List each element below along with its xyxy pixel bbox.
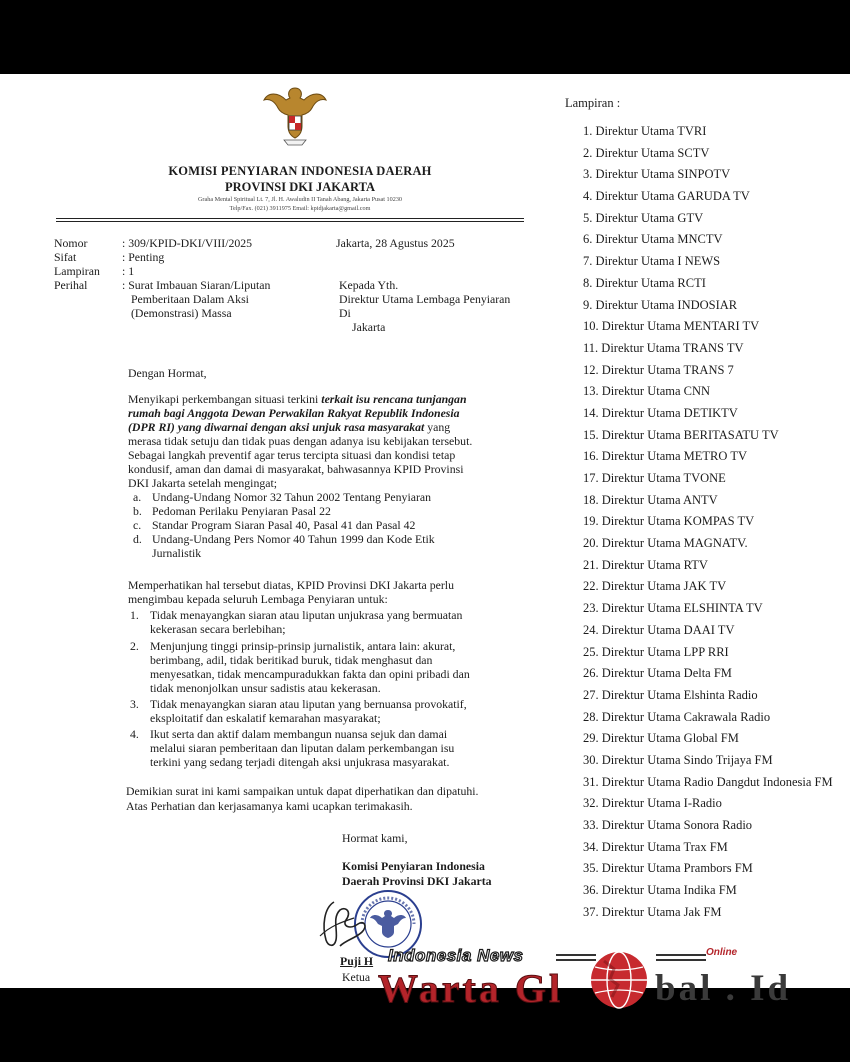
- attachment-item: 16. Direktur Utama METRO TV: [583, 449, 747, 464]
- appeal-2-line3: menyesatkan, tidak mencampuradukkan fakta dan opini pribadi dan: [150, 667, 470, 681]
- watermark-brand: Warta Gl: [378, 966, 564, 1011]
- attachment-item: 21. Direktur Utama RTV: [583, 557, 708, 572]
- attachment-item: 14. Direktur Utama DETIKTV: [583, 405, 738, 420]
- paragraph2-line2: mengimbau kepada seluruh Lembaga Penyiaran untuk:: [128, 592, 388, 606]
- lampiran-value: : 1: [122, 264, 135, 278]
- attachment-item: 36. Direktur Utama Indika FM: [583, 883, 737, 898]
- p1-plain: yang: [424, 420, 451, 434]
- recipient-line2: Direktur Utama Lembaga Penyiaran: [339, 292, 511, 306]
- p1-emphasis: terkait isu rencana tunjangan: [321, 392, 467, 406]
- org-name-line2: PROVINSI DKI JAKARTA: [224, 180, 376, 194]
- org-address: Graha Mental Spiritual Lt. 7, Jl. H. Awaludin II Tanah Abang, Jakarta Pusat 10230: [197, 196, 403, 203]
- attachment-item: 13. Direktur Utama CNN: [583, 384, 711, 399]
- letterhead-rule-thin: [56, 221, 524, 222]
- recipient-line4: Jakarta: [352, 320, 386, 334]
- attachment-item: 8. Direktur Utama RCTI: [583, 275, 706, 290]
- attachment-item: 29. Direktur Utama Global FM: [583, 731, 739, 746]
- org-contact: Telp/Fax. (021) 3911975 Email: kpidjakarta@gmail.com: [229, 205, 371, 212]
- attachment-item: 23. Direktur Utama ELSHINTA TV: [583, 601, 763, 616]
- attachment-item: 10. Direktur Utama MENTARI TV: [583, 319, 760, 334]
- legal-basis-d-cont: Jurnalistik: [152, 546, 202, 560]
- list-marker: 4.: [130, 727, 139, 741]
- attachment-item: 20. Direktur Utama MAGNATV.: [583, 536, 748, 551]
- closing-line2: Atas Perhatian dan kerjasamanya kami ucapkan terimakasih.: [126, 799, 413, 813]
- salutation: Dengan Hormat,: [128, 366, 207, 380]
- appeal-4-line1: Ikut serta dan aktif dalam membangun nuansa sejuk dan damai: [150, 727, 448, 741]
- appeal-2-line4: tidak menonjolkan unsur sadistis atau kekerasan.: [150, 681, 381, 695]
- nomor-label: Nomor: [54, 236, 88, 250]
- org-name-line1: KOMISI PENYIARAN INDONESIA DAERAH: [168, 164, 432, 178]
- appeal-2-line1: Menjunjung tinggi prinsip-prinsip jurnalistik, antara lain: akurat,: [150, 639, 456, 653]
- attachment-item: 18. Direktur Utama ANTV: [583, 492, 718, 507]
- place-date: Jakarta, 28 Agustus 2025: [336, 236, 455, 250]
- list-marker: 1.: [130, 608, 139, 622]
- list-marker: d.: [133, 532, 142, 546]
- paragraph1-line4: merasa tidak setuju dan tidak puas dengan adanya isu kebijakan tersebut.: [128, 434, 473, 448]
- paragraph1-line5: Sebagai langkah preventif agar terus tercipta situasi dan kondisi tetap: [128, 448, 456, 462]
- list-marker: a.: [133, 490, 142, 504]
- appeal-3-line2: eksploitatif dan eskalatif kemarahan masyarakat;: [150, 711, 381, 725]
- paragraph1-line2: [128, 406, 460, 420]
- watermark-online-label: Online: [706, 947, 738, 958]
- attachment-item: 12. Direktur Utama TRANS 7: [583, 362, 734, 377]
- letter-page: [0, 74, 850, 1011]
- attachment-item: 31. Direktur Utama Radio Dangdut Indonesia FM: [583, 774, 833, 789]
- attachment-item: 4. Direktur Utama GARUDA TV: [583, 189, 750, 204]
- attachment-item: 3. Direktur Utama SINPOTV: [583, 167, 731, 182]
- attachment-item: 35. Direktur Utama Prambors FM: [583, 861, 753, 876]
- p1-emphasis: rumah bagi Anggota Dewan Perwakilan Rakyat Republik Indonesia: [128, 406, 460, 420]
- appeal-1-line2: kekerasan secara berlebihan;: [150, 622, 286, 636]
- attachment-item: 22. Direktur Utama JAK TV: [583, 579, 727, 594]
- attachment-item: 32. Direktur Utama I-Radio: [583, 796, 722, 811]
- appeal-3-line1: Tidak menayangkan siaran atau liputan yang bernuansa provokatif,: [150, 697, 467, 711]
- attachment-item: 1. Direktur Utama TVRI: [583, 124, 707, 138]
- watermark-tagline: Indonesia News: [388, 946, 524, 965]
- attachment-item: 2. Direktur Utama SCTV: [583, 145, 710, 160]
- signatory-org-line1: Komisi Penyiaran Indonesia: [342, 859, 485, 873]
- list-marker: c.: [133, 518, 142, 532]
- legal-basis-b: Pedoman Perilaku Penyiaran Pasal 22: [152, 504, 331, 518]
- letterhead-rule: [56, 218, 524, 219]
- attachment-item: 5. Direktur Utama GTV: [583, 210, 704, 225]
- attachment-item: 24. Direktur Utama DAAI TV: [583, 622, 735, 637]
- paragraph1-line3: [128, 420, 450, 434]
- attachment-item: 7. Direktur Utama I NEWS: [583, 254, 721, 269]
- regards: Hormat kami,: [342, 831, 408, 845]
- perihal-line3: (Demonstrasi) Massa: [131, 306, 232, 320]
- nomor-value: : 309/KPID-DKI/VIII/2025: [122, 236, 253, 250]
- appeal-4-line2: melalui siaran pemberitaan dan liputan dalam perkembangan isu: [150, 741, 455, 755]
- appeal-4-line3: terkini yang sedang terjadi ditengah aksi unjukrasa masyarakat.: [150, 755, 450, 769]
- list-marker: b.: [133, 504, 142, 518]
- paragraph2-line1: Memperhatikan hal tersebut diatas, KPID Provinsi DKI Jakarta perlu: [128, 578, 454, 592]
- attachment-item: 27. Direktur Utama Elshinta Radio: [583, 687, 758, 702]
- attachment-item: 9. Direktur Utama INDOSIAR: [583, 297, 738, 312]
- garuda-emblem-icon: [262, 82, 328, 148]
- attachment-item: 30. Direktur Utama Sindo Trijaya FM: [583, 752, 773, 767]
- attachment-item: 34. Direktur Utama Trax FM: [583, 839, 728, 854]
- attachment-item: 25. Direktur Utama LPP RRI: [583, 644, 729, 659]
- paragraph1-line7: DKI Jakarta setelah mengingat;: [128, 476, 278, 490]
- handwritten-signature-icon: [316, 896, 386, 956]
- perihal-line1: : Surat Imbauan Siaran/Liputan: [122, 278, 271, 292]
- appeal-1-line1: Tidak menayangkan siaran atau liputan unjukrasa yang bermuatan: [150, 608, 463, 622]
- p1-plain: Menyikapi perkembangan situasi terkini: [128, 392, 322, 406]
- globe-icon: [588, 949, 650, 1011]
- signatory-org-line2: Daerah Provinsi DKI Jakarta: [342, 874, 492, 888]
- attachment-list: [583, 124, 848, 926]
- closing-line1: Demikian surat ini kami sampaikan untuk dapat diperhatikan dan dipatuhi.: [126, 784, 479, 798]
- attachment-item: 33. Direktur Utama Sonora Radio: [583, 818, 753, 832]
- attachment-item: 17. Direktur Utama TVONE: [583, 471, 726, 485]
- list-marker: 3.: [130, 697, 139, 711]
- appeal-2-line2: berimbang, adil, tidak beritikad buruk, tidak menghasut dan: [150, 653, 433, 667]
- watermark-brand-tail: bal . Id: [655, 968, 792, 1009]
- attachment-title: Lampiran :: [565, 96, 621, 110]
- attachment-item: 28. Direktur Utama Cakrawala Radio: [583, 709, 771, 724]
- legal-basis-a: Undang-Undang Nomor 32 Tahun 2002 Tentang Penyiaran: [152, 490, 432, 504]
- legal-basis-d: Undang-Undang Pers Nomor 40 Tahun 1999 dan Kode Etik: [152, 532, 435, 546]
- paragraph1-line1: [128, 392, 467, 406]
- perihal-label: Perihal: [54, 278, 88, 292]
- sifat-value: : Penting: [122, 250, 165, 264]
- list-marker: 2.: [130, 639, 139, 653]
- attachment-item: 19. Direktur Utama KOMPAS TV: [583, 514, 755, 529]
- attachment-item: 15. Direktur Utama BERITASATU TV: [583, 427, 779, 442]
- recipient-line3: Di: [339, 306, 351, 320]
- attachment-item: 26. Direktur Utama Delta FM: [583, 666, 732, 681]
- legal-basis-c: Standar Program Siaran Pasal 40, Pasal 41 dan Pasal 42: [152, 518, 416, 532]
- attachment-item: 37. Direktur Utama Jak FM: [583, 904, 722, 919]
- recipient-line1: Kepada Yth.: [339, 278, 399, 292]
- signer-title: Ketua: [342, 970, 371, 984]
- perihal-line2: Pemberitaan Dalam Aksi: [131, 292, 249, 306]
- p1-emphasis: (DPR RI) yang diwarnai dengan aksi unjuk rasa masyarakat: [128, 420, 425, 434]
- paragraph1-line6: kondusif, aman dan damai di masyarakat, bahwasannya KPID Provinsi: [128, 462, 464, 476]
- attachment-item: 6. Direktur Utama MNCTV: [583, 232, 723, 247]
- attachment-item: 11. Direktur Utama TRANS TV: [583, 340, 744, 355]
- lampiran-label: Lampiran: [54, 264, 100, 278]
- signer-name: Puji H: [340, 954, 374, 968]
- sifat-label: Sifat: [54, 250, 77, 264]
